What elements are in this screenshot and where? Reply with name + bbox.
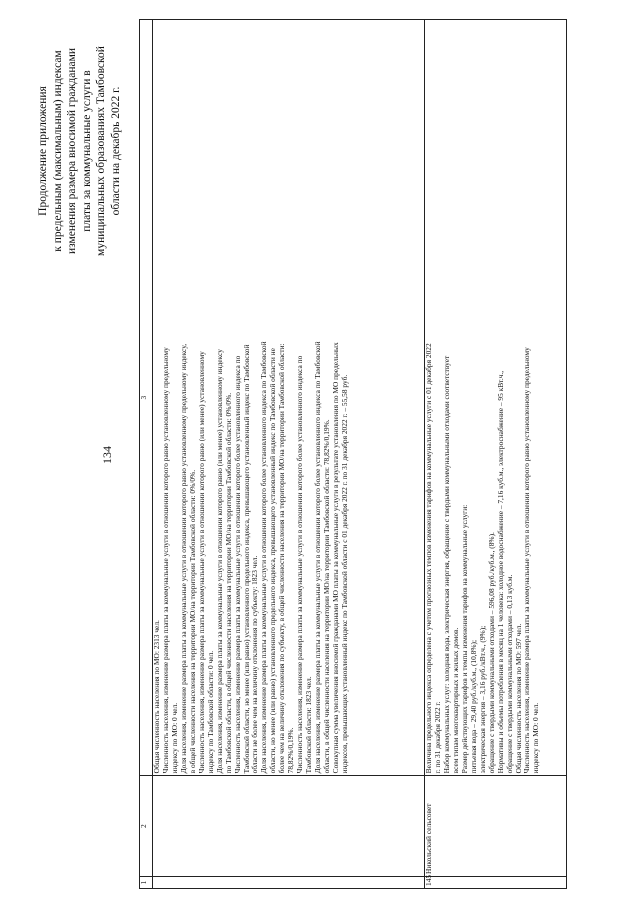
description-line: обращение с твердыми коммунальными отходами – 0,13 куб.м. xyxy=(504,574,514,774)
description-line: Величина предельного индекса определена с учетом прогнозных темпов изменения тарифов на коммунальные услуги с 01 декабря 2022 xyxy=(424,343,433,774)
header-line: изменения размера вносимой гражданами xyxy=(66,47,79,255)
description-line: Доля населения, изменение размера платы за коммунальные услуги в отношении которого более установленного индекса по Тамбовской xyxy=(259,341,269,774)
row-number: 145 xyxy=(425,876,567,888)
description-line: 78,82%/0,19%. xyxy=(286,727,296,774)
description-line: области не более чем на величину отклонения по субъекту: 1823 чел. xyxy=(250,555,260,774)
appendix-header xyxy=(36,17,124,285)
description-line: Доля населения, изменение размера платы за коммунальные услуги в отношении которого равно (или менее) установленному индексу xyxy=(214,349,224,774)
header-line: к предельным (максимальным) индексам xyxy=(51,50,64,252)
description-line: Численность населения, изменение размера платы за коммунальные услуги в отношении которого равно установленному предельному xyxy=(522,347,532,774)
description-line: Численность населения, изменение размера платы за коммунальные услуги в отношении которого более установленного индекса по xyxy=(232,355,242,774)
description-line: по Тамбовской области, в общей численности населения на территории МО/на территории Тамбовской области: 0%/0%. xyxy=(223,392,233,774)
description-line: Численность населения, изменение размера платы за коммунальные услуги в отношении которого равно (или менее) установленному xyxy=(196,351,206,774)
table-header-row xyxy=(140,20,153,889)
municipality-name: Никольский сельсовет xyxy=(425,776,567,877)
header-line: Продолжение приложения xyxy=(37,86,49,216)
description-line: Совокупная сумма увеличения вносимой гражданами МО платы за коммунальные услуги в результате установления по МО предельных xyxy=(331,342,341,774)
description-line: электрическая энергия – 3,16 руб./кВт.ч., (9%); xyxy=(477,625,487,774)
municipality-name xyxy=(153,776,425,877)
description-line: Доля населения, изменение размера платы за коммунальные услуги в отношении которого равно установленному предельному индексу, xyxy=(178,343,188,774)
header-line: платы за коммунальные услуги в xyxy=(80,70,93,232)
description-line: индексов, превышающих установленный индекс по Тамбовской области с 01 декабря 2022 г. по 31 декабря 2022 г. – 55,58 руб. xyxy=(340,374,350,774)
header-line: области на декабрь 2022 г. xyxy=(109,86,122,216)
description-line: г. по 31 декабря 2022 г. xyxy=(432,701,442,774)
column-header: 3 xyxy=(140,20,153,776)
description-line: индексу по Тамбовской области: 0 чел. xyxy=(205,650,215,774)
description-line: Тамбовской области, но менее (или равно) установленного предельного индекса, превышающего установленный индекс по Тамбовской xyxy=(241,344,251,774)
description-line: индексу по МО: 0 чел. xyxy=(531,702,541,774)
description-line: Общая численность населения по МО: 2313 чел. xyxy=(152,620,161,774)
description-line: Набор коммунальных услуг: холодная вода, электрическая энергия, обращение с твердыми коммунальными отходами соответствует xyxy=(441,355,451,774)
column-header: 2 xyxy=(140,776,153,877)
row-number xyxy=(153,876,425,888)
description-line: обращение с твердыми коммунальными отходами – 596,08 руб./куб.м., (8%). xyxy=(486,532,496,774)
description-line: питьевая вода – 29,40 руб./куб.м., (10,8%); xyxy=(468,639,478,774)
description-line: Доля населения, изменение размера платы за коммунальные услуги в отношении которого более установленного индекса по Тамбовской xyxy=(313,341,323,774)
description-line: Размер действующих тарифов и темпы изменения тарифов на коммунальные услуги: xyxy=(459,504,469,774)
description-line: Нормативы и объемы потребления в месяц на 1 человека: холодное водоснабжение – 7,16 куб.м., электроснабжение – 95 кВт.ч., xyxy=(495,370,505,774)
header-line: муниципальных образованиях Тамбовской xyxy=(95,46,108,256)
description-line: в общей численности населения на территории МО/на территории Тамбовской области: 0%/0%. xyxy=(187,469,197,774)
table-row xyxy=(153,20,425,889)
description-line: Общая численность населения по МО: 597 чел. xyxy=(513,623,523,774)
description-line: области, но менее (или равно) установленного предельного индекса, превышающего установленный индекс по Тамбовской области не xyxy=(268,348,278,774)
row-description xyxy=(153,20,425,776)
description-line: Тамбовской области: 1823 чел. xyxy=(304,676,314,774)
description-line: всем типам многоквартирных и жилых домов. xyxy=(450,627,460,774)
description-line: индексу по МО: 0 чел. xyxy=(169,702,179,774)
description-line: Численность населения, изменение размера платы за коммунальные услуги в отношении которого равно установленному предельному xyxy=(160,347,170,774)
column-header: 1 xyxy=(140,876,153,888)
row-description xyxy=(425,20,567,776)
description-line: области, в общей численности населения на территории МО/на территории Тамбовской области: 78,82%/0,19%. xyxy=(322,419,332,774)
page-number: 134 xyxy=(100,446,114,464)
description-line: более чем на величину отклонения по субъекту, в общей численности населения на территории МО/на территории Тамбовской области: xyxy=(277,343,287,774)
table-row xyxy=(425,20,567,889)
index-table xyxy=(139,19,567,889)
description-line: Численность населения, изменение размера платы за коммунальные услуги в отношении которого более установленного индекса по xyxy=(295,355,305,774)
